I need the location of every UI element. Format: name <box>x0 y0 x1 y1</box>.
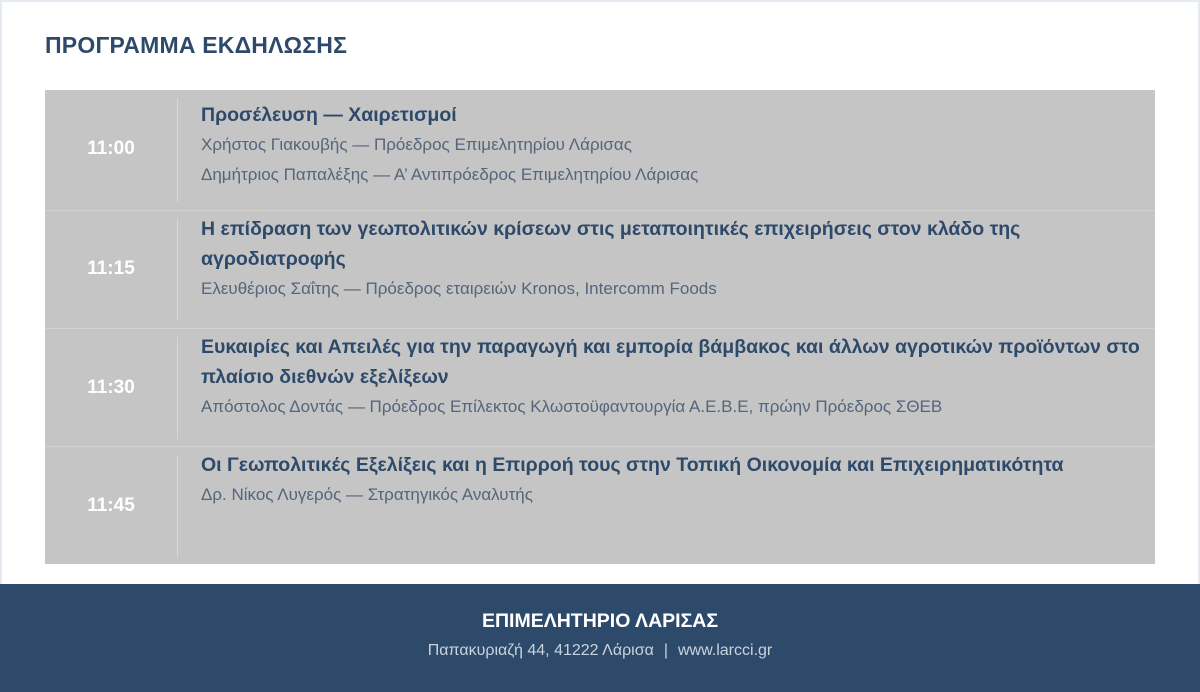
schedule-time: 11:30 <box>87 377 135 398</box>
row-divider <box>177 455 178 557</box>
schedule-row <box>45 329 1155 447</box>
schedule-time: 11:15 <box>87 258 135 279</box>
speaker: Χρήστος Γιακουβής — Πρόεδρος Επιμελητηρίου Λάρισας <box>201 135 632 154</box>
footer <box>0 584 1200 692</box>
row-divider <box>177 219 178 321</box>
schedule-row <box>45 90 1155 208</box>
schedule-time: 11:45 <box>87 494 135 516</box>
schedule-content <box>201 214 1141 304</box>
talk-title: Οι Γεωπολιτικές Εξελίξεις και η Επιρροή τους στην Τοπική Οικονομία και Επιχειρηματικότητα <box>201 454 1064 476</box>
footer-website-link[interactable]: www.larcci.gr <box>678 642 773 659</box>
speaker: Δημήτριος Παπαλέξης — Α’ Αντιπρόεδρος Επιμελητηρίου Λάρισας <box>201 165 699 184</box>
schedule-content <box>201 100 1141 190</box>
schedule-table <box>45 90 1155 564</box>
talk-title: Προσέλευση — Χαιρετισμοί <box>201 104 457 126</box>
speaker: Δρ. Νίκος Λυγερός — Στρατηγικός Αναλυτής <box>201 485 533 504</box>
schedule-time: 11:00 <box>87 138 135 159</box>
schedule-content <box>201 450 1141 510</box>
schedule-row <box>45 211 1155 327</box>
footer-organization: ΕΠΙΜΕΛΗΤΗΡΙΟ ΛΑΡΙΣΑΣ <box>481 610 719 632</box>
speaker: Απόστολος Δοντάς — Πρόεδρος Επίλεκτος Κλωστοϋφαντουργία Α.Ε.Β.Ε, πρώην Πρόεδρος ΣΘΕΒ <box>201 397 943 416</box>
talk-title: Ευκαιρίες και Απειλές για την παραγωγή και εμπορία βάμβακος και άλλων αγροτικών προϊόντων στο πλαίσιο διεθνών εξελίξεων <box>201 336 1140 388</box>
schedule-content <box>201 332 1141 422</box>
footer-address: Παπακυριαζή 44, 41222 Λάρισα <box>427 642 654 659</box>
speaker: Ελευθέριος Σαΐτης — Πρόεδρος εταιρειών Kronos, Intercomm Foods <box>201 279 717 298</box>
talk-title: Η επίδραση των γεωπολιτικών κρίσεων στις μεταποιητικές επιχειρήσεις στον κλάδο της αγροδιατροφής <box>201 218 1021 270</box>
row-divider <box>177 337 178 439</box>
footer-separator: | <box>663 642 668 659</box>
footer-contact <box>0 642 1200 660</box>
page-title: ΠΡΟΓΡΑΜΜΑ ΕΚΔΗΛΩΣΗΣ <box>45 32 348 58</box>
row-divider <box>177 98 178 202</box>
schedule-row <box>45 447 1155 564</box>
